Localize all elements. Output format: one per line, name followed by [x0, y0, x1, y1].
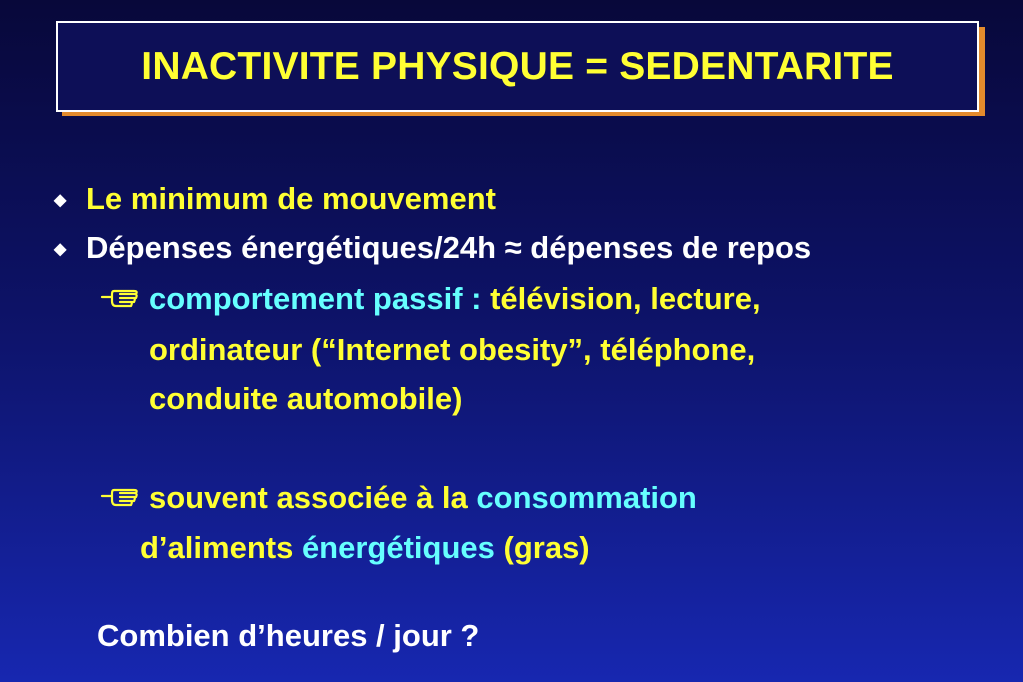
point-2-line-1	[149, 480, 697, 516]
point-1-line-2: ordinateur (“Internet obesity”, téléphone,	[149, 332, 756, 367]
diamond-bullet-icon: ◆	[54, 241, 67, 258]
point-2-highlight: consommation	[476, 480, 697, 515]
point-2-text-a: souvent associée à la	[149, 480, 477, 515]
point-1-highlight: comportement passif :	[149, 281, 491, 316]
point-2-highlight-2: énergétiques	[301, 530, 495, 565]
pointing-hand-icon	[100, 284, 140, 310]
point-1-line-1	[149, 281, 761, 317]
title-box	[56, 21, 979, 112]
diamond-bullet-icon: ◆	[54, 192, 67, 209]
point-1-examples: télévision, lecture,	[490, 281, 761, 316]
pointing-hand-icon	[100, 483, 140, 509]
point-1-line-3: conduite automobile)	[149, 381, 463, 416]
slide-title: INACTIVITE PHYSIQUE = SEDENTARITE	[141, 44, 894, 88]
bullet-1-text: Le minimum de mouvement	[86, 181, 496, 216]
point-2-text-b: d’aliments	[140, 530, 302, 565]
bullet-2-text: Dépenses énergétiques/24h ≈ dépenses de repos	[86, 230, 812, 265]
question-text: Combien d’heures / jour ?	[97, 618, 480, 653]
point-2-text-c: (gras)	[494, 530, 590, 565]
point-2-line-2	[140, 530, 590, 566]
